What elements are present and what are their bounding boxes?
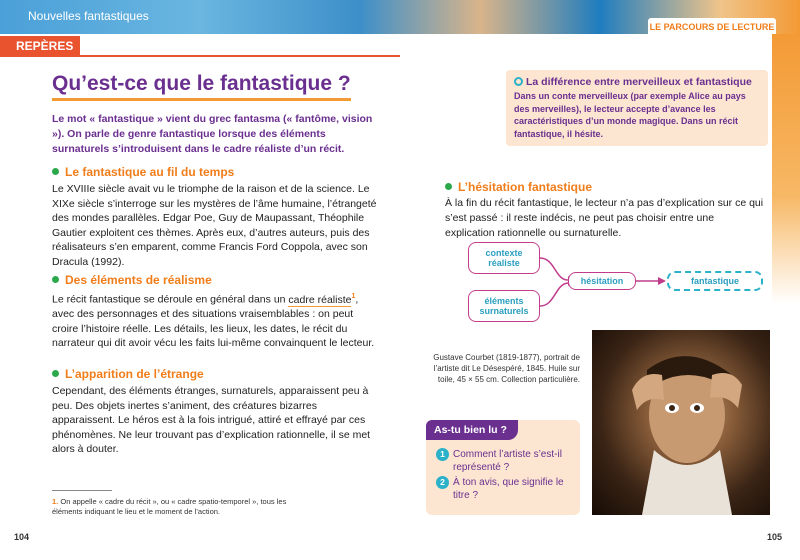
footnote-text: On appelle « cadre du récit », ou « cadre spatio-temporel », tous les éléments indiquant le lieu et le moment de l’action.: [52, 497, 287, 516]
footnote-mark: 1: [351, 293, 356, 300]
footnote-number: 1.: [52, 497, 59, 506]
heading-text: Des éléments de réalisme: [65, 273, 212, 287]
intro-paragraph: Le mot « fantastique » vient du grec fantasma (« fantôme, vision »). On parle de genre fantastique lorsque des éléments surnaturels s’introduisent dans le cadre réaliste d’un récit.: [52, 113, 373, 155]
question-number: 2: [436, 476, 449, 489]
diagram-box-fantastique: fantastique: [667, 271, 763, 291]
section-title: Nouvelles fantastiques: [28, 9, 149, 23]
heading-text: L’hésitation fantastique: [458, 180, 593, 194]
callout-title-text: La différence entre merveilleux et fantastique: [526, 76, 752, 88]
quiz-box: [426, 420, 580, 515]
heading-text: L’apparition de l’étrange: [65, 367, 204, 381]
question-text: Comment l’artiste s’est-il représenté ?: [453, 449, 562, 473]
question-1: [436, 448, 576, 474]
parcours-tab: LE PARCOURS DE LECTURE: [648, 18, 776, 36]
paragraph-hesitation: À la fin du récit fantastique, le lecteur n’a pas d’explication sur ce qui s’est passé : il reste indécis, ne peut pas choisir entre une explication rationnelle ou surnaturelle.: [445, 197, 764, 239]
paragraph-fil-du-temps: Le XVIIIe siècle avait vu le triomphe de la raison et de la science. Le XIXe siècle s’interroge sur les mystères de l’âme humaine, l’étrangeté des mondes parallèles. Edgar Poe, Guy de Maupassant, Théophile Gautier exploitent ces thèmes. Après eux, d’autres auteurs, puis des réalisateurs s’en emparent, comme Francis Ford Coppola, avec son Dracula (1992).: [52, 183, 377, 268]
callout-text: Dans un conte merveilleux (par exemple Alice au pays des merveilles), le lecteur accepte d’avance les caractéristiques d’un monde magique. Dans un récit fantastique, il hésite.: [514, 91, 746, 139]
photo-caption: Gustave Courbet (1819-1877), portrait de l’artiste dit Le Désespéré, 1845. Huile sur toile, 45 × 55 cm. Collection particulière.: [433, 353, 580, 384]
text-segment: , avec des personnages et des situations vraisemblables : on peut croire l’histoire réelle. Les détails, les lieux, les dates, le récit du narrateur qui dit avoir vécu les faits lui-même convainquent le lecteur.: [52, 293, 375, 349]
underlined-term: cadre réaliste: [288, 293, 352, 306]
question-number: 1: [436, 448, 449, 461]
diagram-box-contexte: contexte réaliste: [468, 242, 540, 274]
portrait-shapes: [592, 330, 770, 515]
paragraph-etrange: Cependant, des éléments étranges, surnaturels, apparaissent peu à peu. Des objets inertes s’animent, des créatures bizarres apparaissent. Le héros est à la fois intrigué, attiré et effrayé par ces phénomènes. Ne leur trouvant pas d’explication rationnelle, il se met alors à douter.: [52, 385, 371, 455]
page-title: Qu’est-ce que le fantastique ?: [52, 72, 351, 101]
diagram-box-hesitation: hésitation: [568, 272, 636, 290]
courbet-portrait: [592, 330, 770, 515]
reperes-tab: REPÈRES: [0, 36, 80, 56]
heading-text: Le fantastique au fil du temps: [65, 165, 235, 179]
question-text: À ton avis, que signifie le titre ?: [453, 477, 564, 501]
quiz-title: As-tu bien lu ?: [426, 420, 518, 440]
question-2: [436, 476, 576, 502]
page-number-right: 105: [767, 532, 783, 542]
diagram-box-elements: éléments surnaturels: [468, 290, 540, 322]
text-segment: Le récit fantastique se déroule en général dans un: [52, 293, 289, 306]
page-number-left: 104: [14, 532, 30, 542]
